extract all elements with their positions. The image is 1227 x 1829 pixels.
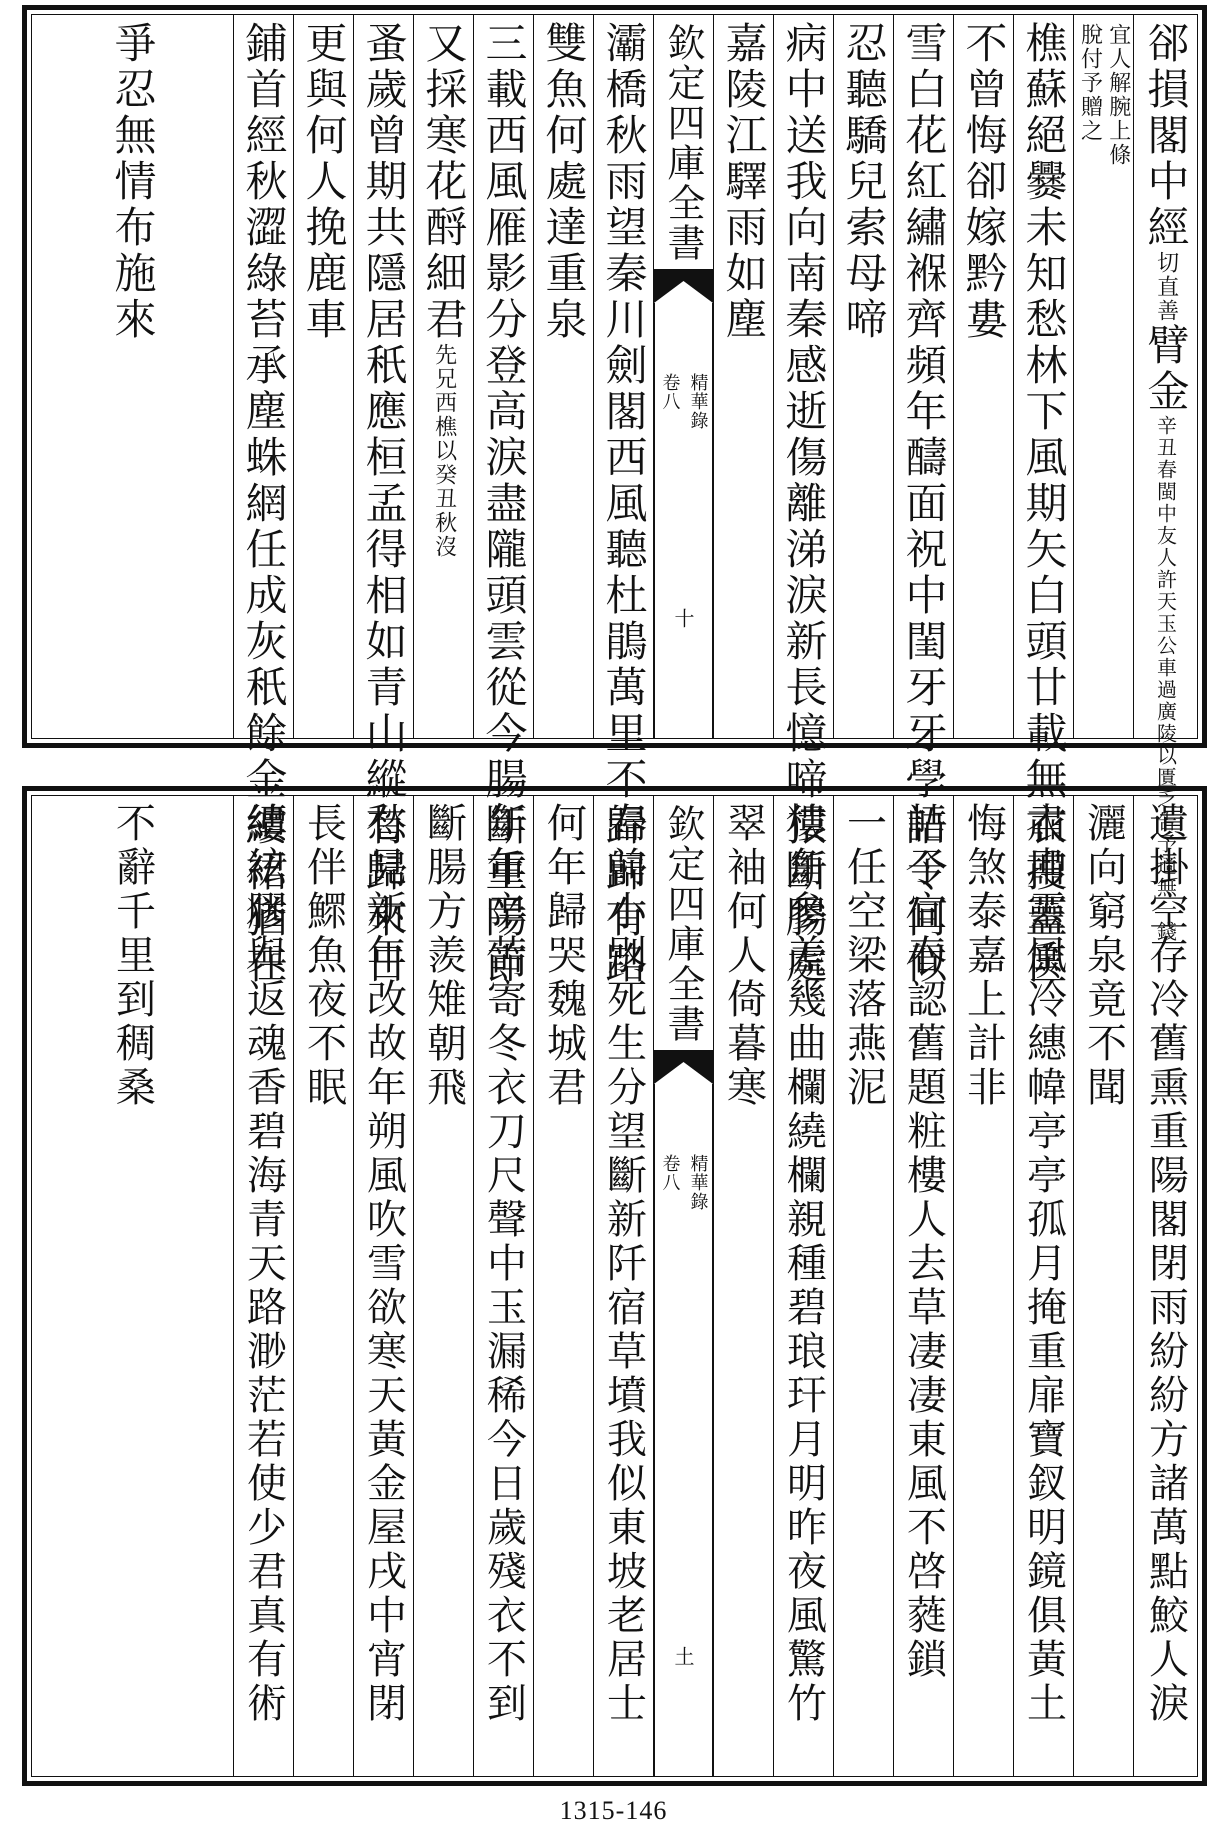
column-text: 年年辛苦寄冬衣刀尺聲中玉漏稀今日歲殘衣不到 [480, 802, 527, 1726]
text-column [1013, 796, 1073, 1776]
annotation-column [1073, 15, 1133, 738]
section-label [657, 1154, 711, 1211]
column-text: 續絃膠與返魂香碧海青天路渺茫若使少君真有術 [240, 802, 287, 1726]
column-text: 肅肅靈風冷繐幃亭亭孤月掩重扉寶釵明鏡俱黃土 [1020, 802, 1067, 1726]
bottom-page-columns [31, 795, 1198, 1777]
spine-column [653, 796, 713, 1776]
fishtail-mark [654, 269, 713, 303]
column-text: 樓角參差幾曲欄繞欄親種碧琅玕月明昨夜風驚竹 [780, 802, 827, 1726]
column-text: 何年歸哭魏城君 [540, 802, 587, 1110]
annotation: 先兄西樵以癸丑秋沒 [431, 343, 457, 559]
bottom-page [22, 786, 1207, 1786]
book-title: 欽定四庫全書 [661, 23, 705, 263]
annotation: 辛丑春閩中友人許天玉公車過廣陵以匱乏告予適無一錢 [1153, 415, 1178, 943]
text-column [413, 796, 473, 1776]
text-column [773, 796, 833, 1776]
folio-number: 土 [671, 1646, 695, 1666]
column-text: 又採寒花酹細君 [419, 21, 469, 343]
text-column [353, 15, 413, 987]
spine-middle [654, 1084, 713, 1776]
text-column [293, 796, 353, 1776]
text-column [32, 15, 233, 738]
text-column [953, 796, 1013, 1776]
column-text: 蚤歲曾期共隱居秖應桓孟得相如青山縱有歸來日 [359, 21, 409, 987]
folio-number: 十 [671, 608, 695, 628]
text-column [233, 796, 293, 1776]
text-column [713, 15, 773, 738]
text-column [473, 796, 533, 1776]
column-text: 斷腸方羨雉朝飛 [420, 802, 467, 1110]
collection-name: 精華錄 [687, 1154, 709, 1211]
text-column [773, 15, 833, 987]
fishtail-mark [654, 1050, 713, 1084]
annotation: 切直善 [1153, 251, 1179, 323]
text-column [533, 796, 593, 1776]
text-column [293, 15, 353, 738]
column-text: 雪白花紅繡褓齊頻年醻面祝中閨牙牙學語令何似 [899, 21, 949, 987]
column-text: 忍聽驕兒索母啼 [839, 21, 889, 343]
text-column [893, 796, 953, 1776]
column-text: 三載西風雁影分登高淚盡隴頭雲從今腸斷重陽節 [479, 21, 529, 987]
text-column [1133, 15, 1197, 943]
column-text: 長伴鰥魚夜不眠 [300, 802, 347, 1110]
text-column [593, 15, 653, 987]
column-text: 春前小別死生分望斷新阡宿草墳我似東坡老居士 [600, 802, 647, 1726]
column-text: 嘉陵江驛雨如塵 [719, 21, 769, 343]
spine-middle [654, 303, 713, 738]
text-column [32, 796, 233, 1776]
column-text: 翠袖何人倚暮寒 [720, 802, 767, 1110]
spine-column [653, 15, 713, 738]
column-text: 更與何人挽鹿車 [299, 21, 349, 343]
column-text: 臂金 [1141, 323, 1191, 415]
column-text: 樵蘇絕爨未知愁林下風期矢白頭廿載無衣搜蓋篋 [1019, 21, 1069, 987]
column-text: 不曾悔卻嫁黔婁 [959, 21, 1009, 343]
volume-number: 卷八 [659, 373, 681, 411]
text-column [1073, 796, 1133, 1776]
text-column [713, 796, 773, 1776]
column-text: 遺掛空存冷舊熏重陽閣閉雨紛紛方諸萬點鮫人淚 [1142, 802, 1189, 1726]
column-text: 悔煞泰嘉上計非 [960, 802, 1007, 1110]
text-column [233, 15, 293, 987]
text-column [1133, 796, 1197, 1776]
text-column [833, 796, 893, 1776]
column-text: 灑向窮泉竟不聞 [1080, 802, 1127, 1110]
column-text: 郤損閣中經 [1141, 21, 1191, 251]
annotation: 宜人解腕上條 [1105, 23, 1131, 167]
text-column [533, 15, 593, 738]
text-column [593, 796, 653, 1776]
text-column [353, 796, 413, 1776]
text-column [413, 15, 473, 738]
column-text: 灞橋秋雨望秦川劍閣西風聽杜鵑萬里不歸歸有路 [599, 21, 649, 987]
page-number: 1315-146 [559, 1796, 668, 1825]
column-text: 愁見新年改故年朔風吹雪欲寒天黃金屋戌中宵閉 [360, 802, 407, 1726]
column-text: 爭忍無情布施來 [108, 21, 158, 343]
section-label [657, 373, 711, 430]
text-column [473, 15, 533, 987]
column-text: 帖子宜春認舊題粧樓人去草凄凄東風不啓蕤鎖 [900, 802, 947, 1682]
text-column [1013, 15, 1073, 987]
text-column [893, 15, 953, 987]
annotation: 脫付予贈之 [1077, 23, 1103, 143]
book-title: 欽定四庫全書 [661, 804, 705, 1044]
column-text: 鋪首經秋澀綠苔承塵蛛網任成灰秖餘金縷裙猶在 [239, 21, 289, 987]
column-text: 一任空梁落燕泥 [840, 802, 887, 1110]
column-text: 病中送我向南秦感逝傷離涕淚新長憶啼猿斷腸處 [779, 21, 829, 987]
volume-number: 卷八 [659, 1154, 681, 1192]
text-column [833, 15, 893, 738]
column-text: 不辭千里到稠桑 [109, 802, 156, 1110]
collection-name: 精華錄 [687, 373, 709, 430]
column-text: 雙魚何處達重泉 [539, 21, 589, 343]
text-column [953, 15, 1013, 738]
